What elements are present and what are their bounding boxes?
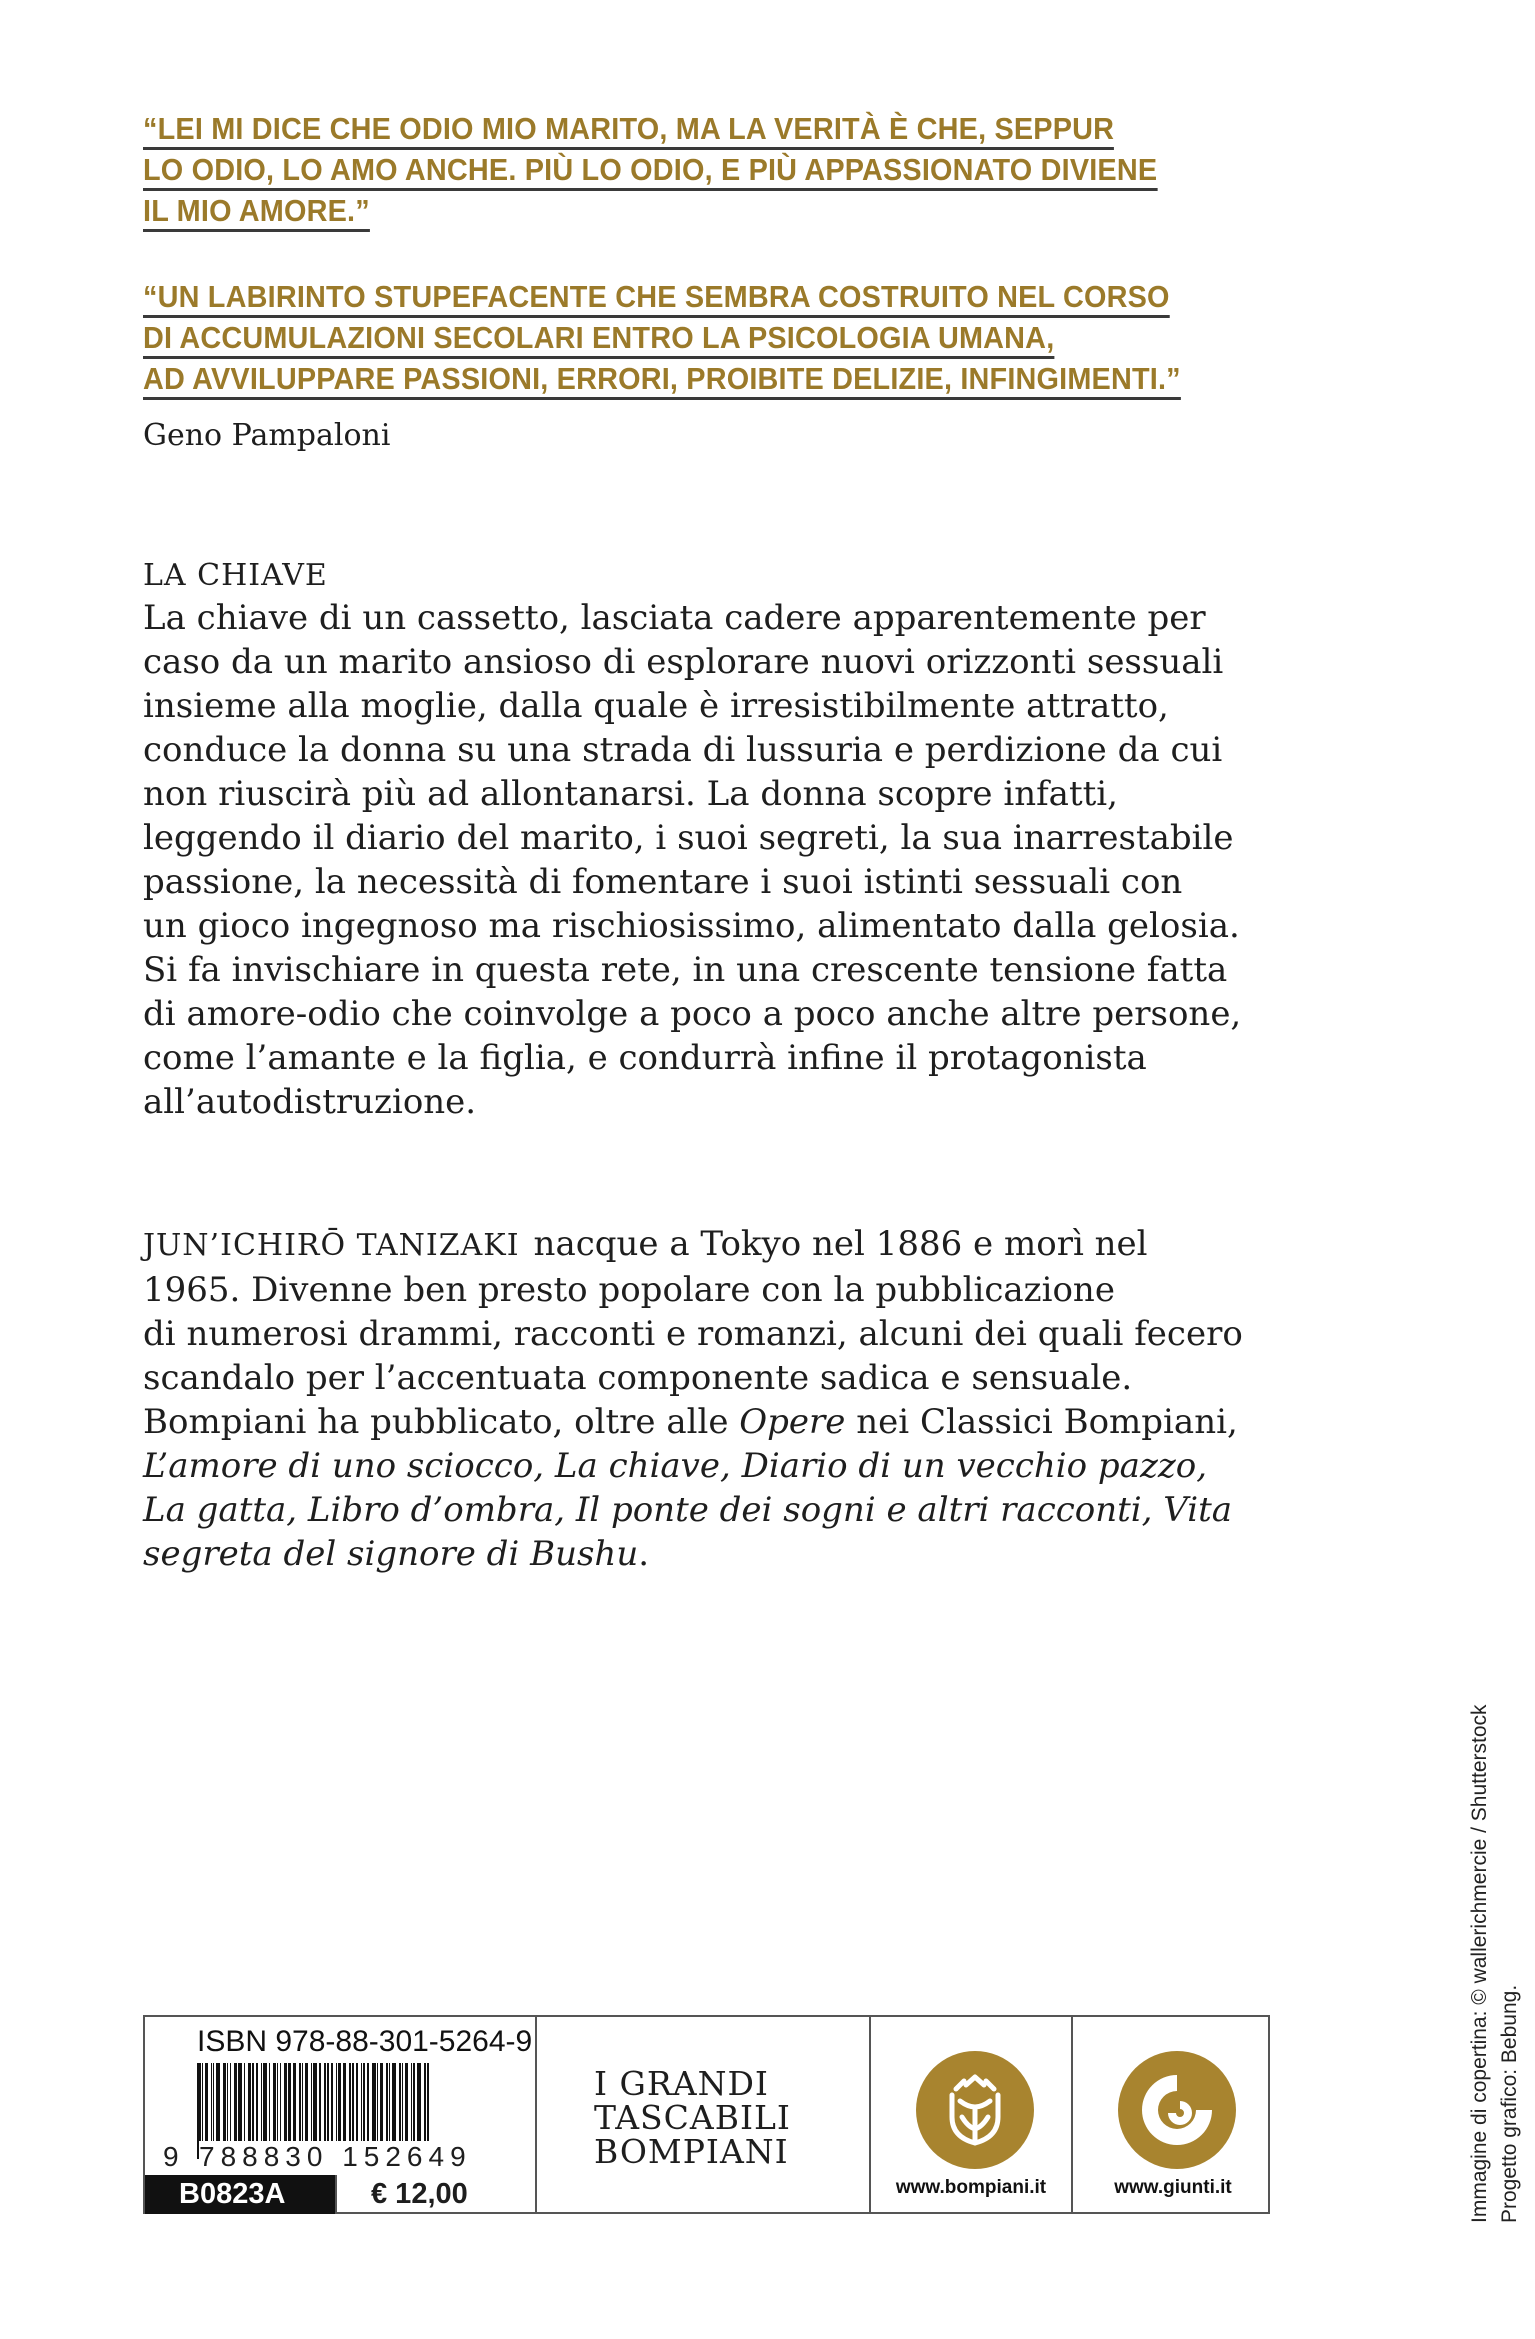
bio-line: 1965. Divenne ben presto popolare con la pubblicazione [143, 1270, 1115, 1310]
bio-titles: segreta del signore di Bushu [143, 1534, 639, 1574]
quote-2 [143, 276, 1181, 399]
series-line: TASCABILI [594, 2098, 791, 2137]
synopsis-line: caso da un marito ansioso di esplorare nuovi orizzonti sessuali [143, 642, 1224, 682]
quote-1-line: “LEI MI DICE CHE ODIO MIO MARITO, MA LA VERITÀ È CHE, SEPPUR [143, 111, 1114, 150]
giunti-block [1073, 2017, 1273, 2214]
cover-credits [1465, 1704, 1525, 2223]
barcode-area [145, 2017, 535, 2214]
quote-attribution: Geno Pampaloni [143, 418, 391, 453]
synopsis-line: leggendo il diario del marito, i suoi segreti, la sua inarrestabile [143, 818, 1234, 858]
quote-1-line: LO ODIO, LO AMO ANCHE. PIÙ LO ODIO, E PIÙ APPASSIONATO DIVIENE [143, 152, 1157, 191]
quote-1-line: IL MIO AMORE.” [143, 193, 370, 232]
book-code: B0823A [145, 2175, 335, 2214]
synopsis-line: Si fa invischiare in questa rete, in una crescente tensione fatta [143, 950, 1228, 990]
quote-2-line: AD AVVILUPPARE PASSIONI, ERRORI, PROIBITE DELIZIE, INFINGIMENTI.” [143, 361, 1181, 400]
bio-line: di numerosi drammi, racconti e romanzi, alcuni dei quali fecero [143, 1314, 1243, 1354]
quote-1 [143, 108, 1157, 231]
synopsis-line: passione, la necessità di fomentare i suoi istinti sessuali con [143, 862, 1183, 902]
synopsis-heading: LA CHIAVE [143, 558, 328, 593]
synopsis-line: non riuscirà più ad allontanarsi. La donna scopre infatti, [143, 774, 1118, 814]
synopsis-line: di amore-odio che coinvolge a poco a poco anche altre persone, [143, 994, 1242, 1034]
synopsis-line: insieme alla moglie, dalla quale è irresistibilmente attratto, [143, 686, 1169, 726]
synopsis-line: all’autodistruzione. [143, 1082, 477, 1122]
series-line: BOMPIANI [594, 2132, 789, 2171]
price: € 12,00 [335, 2175, 535, 2214]
bompiani-block [871, 2017, 1071, 2214]
series-name [594, 2064, 791, 2171]
synopsis-text [143, 596, 1303, 1124]
giunti-link[interactable]: www.giunti.it [1114, 2177, 1232, 2198]
bompiani-logo-icon [916, 2051, 1034, 2169]
retail-box [143, 2015, 1270, 2214]
quote-2-line: DI ACCUMULAZIONI SECOLARI ENTRO LA PSICOLOGIA UMANA, [143, 320, 1054, 359]
bompiani-link[interactable]: www.bompiani.it [895, 2177, 1047, 2198]
ean-first-digit: 9 [163, 2141, 179, 2172]
bio-titles: La gatta, Libro d’ombra, Il ponte dei sogni e altri racconti, Vita [143, 1490, 1233, 1530]
bio-line: nei Classici Bompiani, [845, 1402, 1238, 1442]
synopsis-line: un gioco ingegnoso ma rischiosissimo, alimentato dalla gelosia. [143, 906, 1240, 946]
series-line: I GRANDI [594, 2064, 769, 2103]
synopsis-line: conduce la donna su una strada di lussuria e perdizione da cui [143, 730, 1223, 770]
image-credit: Immagine di copertina: © wallerichmercie / Shutterstock [1468, 1704, 1491, 2223]
bio-line: scandalo per l’accentuata componente sadica e sensuale. [143, 1358, 1133, 1398]
bio-line: Bompiani ha pubblicato, oltre alle [143, 1402, 740, 1442]
design-credit: Progetto grafico: Bebung. [1498, 1984, 1521, 2223]
giunti-logo-icon [1118, 2051, 1236, 2169]
bio-titles: L’amore di uno sciocco, La chiave, Diario di un vecchio pazzo, [143, 1446, 1208, 1486]
ean-digits: 788830 152649 [199, 2141, 489, 2173]
bio-line: . [638, 1534, 650, 1574]
author-name: JUN’ICHIRŌ TANIZAKI [143, 1228, 520, 1263]
isbn-label: ISBN 978-88-301-5264-9 [197, 2025, 533, 2058]
bio-line: nacque a Tokyo nel 1886 e morì nel [533, 1224, 1148, 1264]
bio-title: Opere [739, 1402, 846, 1442]
author-bio [143, 1222, 1303, 1576]
synopsis-line: La chiave di un cassetto, lasciata cadere apparentemente per [143, 598, 1206, 638]
synopsis-line: come l’amante e la figlia, e condurrà infine il protagonista [143, 1038, 1147, 1078]
quote-2-line: “UN LABIRINTO STUPEFACENTE CHE SEMBRA COSTRUITO NEL CORSO [143, 279, 1170, 318]
